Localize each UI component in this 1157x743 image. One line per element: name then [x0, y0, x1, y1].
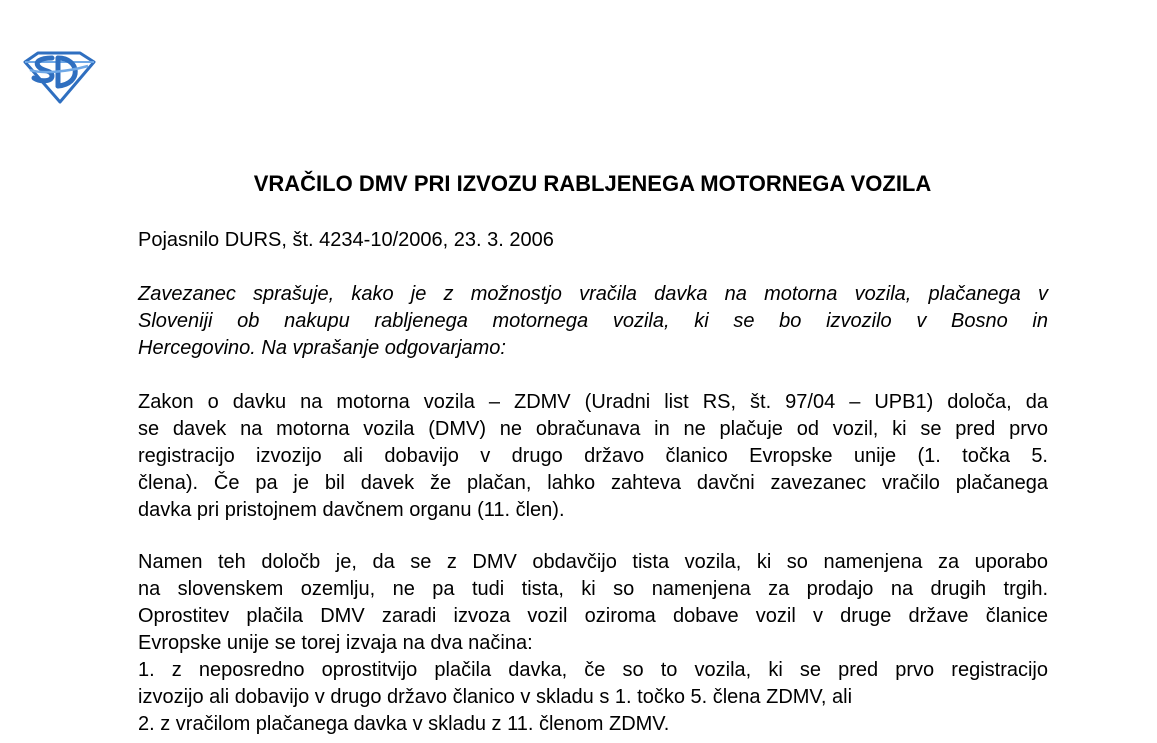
paragraph-line: davka pri pristojnem davčnem organu (11. člen).: [138, 499, 565, 521]
paragraph-line: Namen teh določb je, da se z DMV obdavčijo tista vozila, ki so namenjena za uporabo: [138, 551, 1048, 573]
paragraph-line: člena). Če pa je bil davek že plačan, lahko zahteva davčni zavezanec vračilo plačanega: [138, 472, 1048, 494]
paragraph-line: Oprostitev plačila DMV zaradi izvoza vozil oziroma dobave vozil v druge države članice: [138, 605, 1048, 627]
reference-line: [138, 227, 1048, 254]
reference-text: Pojasnilo DURS, št. 4234-10/2006, 23. 3. 2006: [138, 229, 554, 251]
question-line: Hercegovino. Na vprašanje odgovarjamo:: [138, 337, 506, 359]
paragraph-1: [138, 389, 1048, 524]
paragraph-line: na slovenskem ozemlju, ne pa tudi tista, ki so namenjena za prodajo na drugih trgih.: [138, 578, 1048, 600]
paragraph-line: Evropske unije se torej izvaja na dva načina:: [138, 632, 533, 654]
document-title: VRAČILO DMV PRI IZVOZU RABLJENEGA MOTORNEGA VOZILA: [253, 171, 932, 196]
paragraph-line: se davek na motorna vozila (DMV) ne obračunava in ne plačuje od vozil, ki se pred prvo: [138, 418, 1048, 440]
list-item-1: 1. z neposredno oprostitvijo plačila davka, če so to vozila, ki se pred prvo registracijo: [138, 659, 1048, 681]
list-item-1-continued: izvozijo ali dobavijo v drugo državo članico v skladu s 1. točko 5. člena ZDMV, ali: [138, 686, 853, 708]
question-line: Sloveniji ob nakupu rabljenega motornega vozila, ki se bo izvozilo v Bosno in: [138, 310, 1048, 332]
question-line: Zavezanec sprašuje, kako je z možnostjo vračila davka na motorna vozila, plačanega v: [138, 283, 1048, 305]
paragraph-line: Zakon o davku na motorna vozila – ZDMV (Uradni list RS, št. 97/04 – UPB1) določa, da: [138, 391, 1048, 413]
question-paragraph: [138, 281, 1048, 362]
logo: [22, 48, 96, 104]
list-item-2: 2. z vračilom plačanega davka v skladu z 11. členom ZDMV.: [138, 713, 670, 735]
paragraph-2: [138, 549, 1048, 738]
paragraph-line: registracijo izvozijo ali dobavijo v drugo državo članico Evropske unije (1. točka 5.: [138, 445, 1048, 467]
